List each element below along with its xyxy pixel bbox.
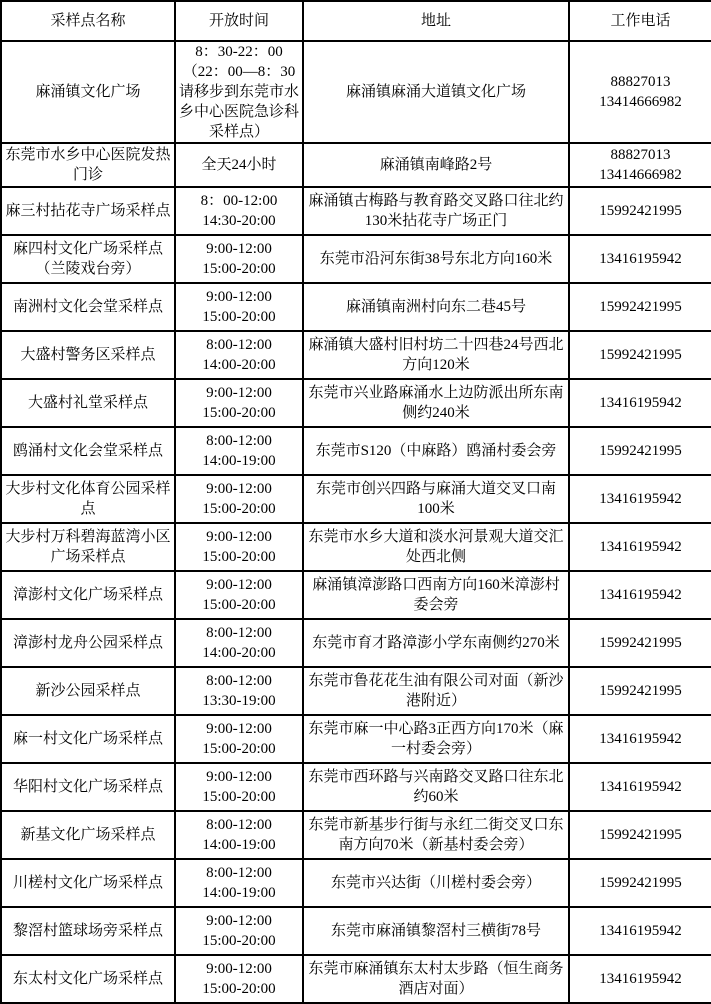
table-row xyxy=(1,811,711,859)
site-name-cell: 新沙公园采样点 xyxy=(1,667,175,715)
table-row xyxy=(1,475,711,523)
site-name-cell: 华阳村文化广场采样点 xyxy=(1,763,175,811)
open-time-cell: 8:00-12:00 14:00-19:00 xyxy=(175,811,303,859)
table-row xyxy=(1,331,711,379)
site-name-cell: 鸥涌村文化会堂采样点 xyxy=(1,427,175,475)
site-name-cell: 东莞市水乡中心医院发热门诊 xyxy=(1,143,175,187)
phone-cell: 15992421995 xyxy=(569,811,711,859)
phone-cell: 13416195942 xyxy=(569,571,711,619)
header-row xyxy=(1,1,711,41)
address-cell: 东莞市麻涌镇黎滘村三横街78号 xyxy=(303,907,569,955)
address-cell: 东莞市兴达街（川槎村委会旁） xyxy=(303,859,569,907)
open-time-cell: 8：30-22：00 （22：00—8：30请移步到东莞市水乡中心医院急诊科采样点） xyxy=(175,41,303,143)
open-time-cell: 8:00-12:00 14:00-19:00 xyxy=(175,859,303,907)
address-cell: 东莞市育才路漳澎小学东南侧约270米 xyxy=(303,619,569,667)
address-cell: 麻涌镇大盛村旧村坊二十四巷24号西北方向120米 xyxy=(303,331,569,379)
open-time-cell: 8:00-12:00 14:00-19:00 xyxy=(175,427,303,475)
open-time-cell: 8:00-12:00 14:00-20:00 xyxy=(175,619,303,667)
open-time-cell: 9:00-12:00 15:00-20:00 xyxy=(175,715,303,763)
address-cell: 东莞市创兴四路与麻涌大道交叉口南100米 xyxy=(303,475,569,523)
site-name-cell: 南洲村文化会堂采样点 xyxy=(1,283,175,331)
address-cell: 麻涌镇南洲村向东二巷45号 xyxy=(303,283,569,331)
site-name-cell: 黎滘村篮球场旁采样点 xyxy=(1,907,175,955)
site-name-cell: 漳澎村龙舟公园采样点 xyxy=(1,619,175,667)
site-name-cell: 大盛村礼堂采样点 xyxy=(1,379,175,427)
phone-cell: 15992421995 xyxy=(569,331,711,379)
address-cell: 麻涌镇漳澎路口西南方向160米漳澎村委会旁 xyxy=(303,571,569,619)
phone-cell: 13416195942 xyxy=(569,379,711,427)
phone-cell: 15992421995 xyxy=(569,283,711,331)
phone-cell: 15992421995 xyxy=(569,187,711,235)
open-time-cell: 9:00-12:00 15:00-20:00 xyxy=(175,379,303,427)
phone-cell: 13416195942 xyxy=(569,235,711,283)
open-time-cell: 8：00-12:00 14:30-20:00 xyxy=(175,187,303,235)
open-time-cell: 9:00-12:00 15:00-20:00 xyxy=(175,235,303,283)
table-row xyxy=(1,907,711,955)
phone-cell: 88827013 13414666982 xyxy=(569,143,711,187)
open-time-cell: 9:00-12:00 15:00-20:00 xyxy=(175,475,303,523)
address-cell: 东莞市S120（中麻路）鸥涌村委会旁 xyxy=(303,427,569,475)
table-row xyxy=(1,523,711,571)
open-time-cell: 9:00-12:00 15:00-20:00 xyxy=(175,571,303,619)
site-name-cell: 大步村文化体育公园采样点 xyxy=(1,475,175,523)
phone-cell: 13416195942 xyxy=(569,523,711,571)
phone-cell: 13416195942 xyxy=(569,475,711,523)
table-row xyxy=(1,143,711,187)
address-cell: 麻涌镇麻涌大道镇文化广场 xyxy=(303,41,569,143)
site-name-cell: 麻三村拈花寺广场采样点 xyxy=(1,187,175,235)
site-name-cell: 大盛村警务区采样点 xyxy=(1,331,175,379)
site-name-cell: 川槎村文化广场采样点 xyxy=(1,859,175,907)
column-header-open-time: 开放时间 xyxy=(175,1,303,41)
address-cell: 麻涌镇古梅路与教育路交叉路口往北约130米拈花寺广场正门 xyxy=(303,187,569,235)
open-time-cell: 8:00-12:00 14:00-20:00 xyxy=(175,331,303,379)
table-row xyxy=(1,235,711,283)
table-row xyxy=(1,571,711,619)
site-name-cell: 大步村万科碧海蓝湾小区广场采样点 xyxy=(1,523,175,571)
column-header-address: 地址 xyxy=(303,1,569,41)
address-cell: 东莞市新基步行街与永红二街交叉口东南方向70米（新基村委会旁） xyxy=(303,811,569,859)
table-row xyxy=(1,283,711,331)
phone-cell: 15992421995 xyxy=(569,667,711,715)
table-row xyxy=(1,427,711,475)
address-cell: 东莞市沿河东街38号东北方向160米 xyxy=(303,235,569,283)
address-cell: 东莞市麻涌镇东太村太步路（恒生商务酒店对面） xyxy=(303,955,569,1003)
site-name-cell: 麻一村文化广场采样点 xyxy=(1,715,175,763)
phone-cell: 13416195942 xyxy=(569,907,711,955)
open-time-cell: 9:00-12:00 15:00-20:00 xyxy=(175,523,303,571)
address-cell: 东莞市水乡大道和淡水河景观大道交汇处西北侧 xyxy=(303,523,569,571)
address-cell: 东莞市西环路与兴南路交叉路口往东北约60米 xyxy=(303,763,569,811)
open-time-cell: 8:00-12:00 13:30-19:00 xyxy=(175,667,303,715)
table-row xyxy=(1,955,711,1003)
phone-cell: 13416195942 xyxy=(569,955,711,1003)
table-row xyxy=(1,715,711,763)
address-cell: 麻涌镇南峰路2号 xyxy=(303,143,569,187)
phone-cell: 15992421995 xyxy=(569,859,711,907)
open-time-cell: 9:00-12:00 15:00-20:00 xyxy=(175,283,303,331)
column-header-site-name: 采样点名称 xyxy=(1,1,175,41)
table-row xyxy=(1,187,711,235)
open-time-cell: 9:00-12:00 15:00-20:00 xyxy=(175,907,303,955)
phone-cell: 15992421995 xyxy=(569,427,711,475)
open-time-cell: 全天24小时 xyxy=(175,143,303,187)
phone-cell: 15992421995 xyxy=(569,619,711,667)
open-time-cell: 9:00-12:00 15:00-20:00 xyxy=(175,763,303,811)
address-cell: 东莞市兴业路麻涌水上边防派出所东南侧约240米 xyxy=(303,379,569,427)
table-row xyxy=(1,667,711,715)
phone-cell: 13416195942 xyxy=(569,763,711,811)
phone-cell: 88827013 13414666982 xyxy=(569,41,711,143)
address-cell: 东莞市麻一中心路3正西方向170米（麻一村委会旁） xyxy=(303,715,569,763)
table-row xyxy=(1,619,711,667)
table-row xyxy=(1,763,711,811)
open-time-cell: 9:00-12:00 15:00-20:00 xyxy=(175,955,303,1003)
table-row xyxy=(1,379,711,427)
site-name-cell: 漳澎村文化广场采样点 xyxy=(1,571,175,619)
site-name-cell: 新基文化广场采样点 xyxy=(1,811,175,859)
site-name-cell: 麻涌镇文化广场 xyxy=(1,41,175,143)
phone-cell: 13416195942 xyxy=(569,715,711,763)
site-name-cell: 麻四村文化广场采样点（兰陵戏台旁） xyxy=(1,235,175,283)
site-name-cell: 东太村文化广场采样点 xyxy=(1,955,175,1003)
address-cell: 东莞市鲁花花生油有限公司对面（新沙港附近） xyxy=(303,667,569,715)
column-header-phone: 工作电话 xyxy=(569,1,711,41)
table-row xyxy=(1,41,711,143)
table-row xyxy=(1,859,711,907)
